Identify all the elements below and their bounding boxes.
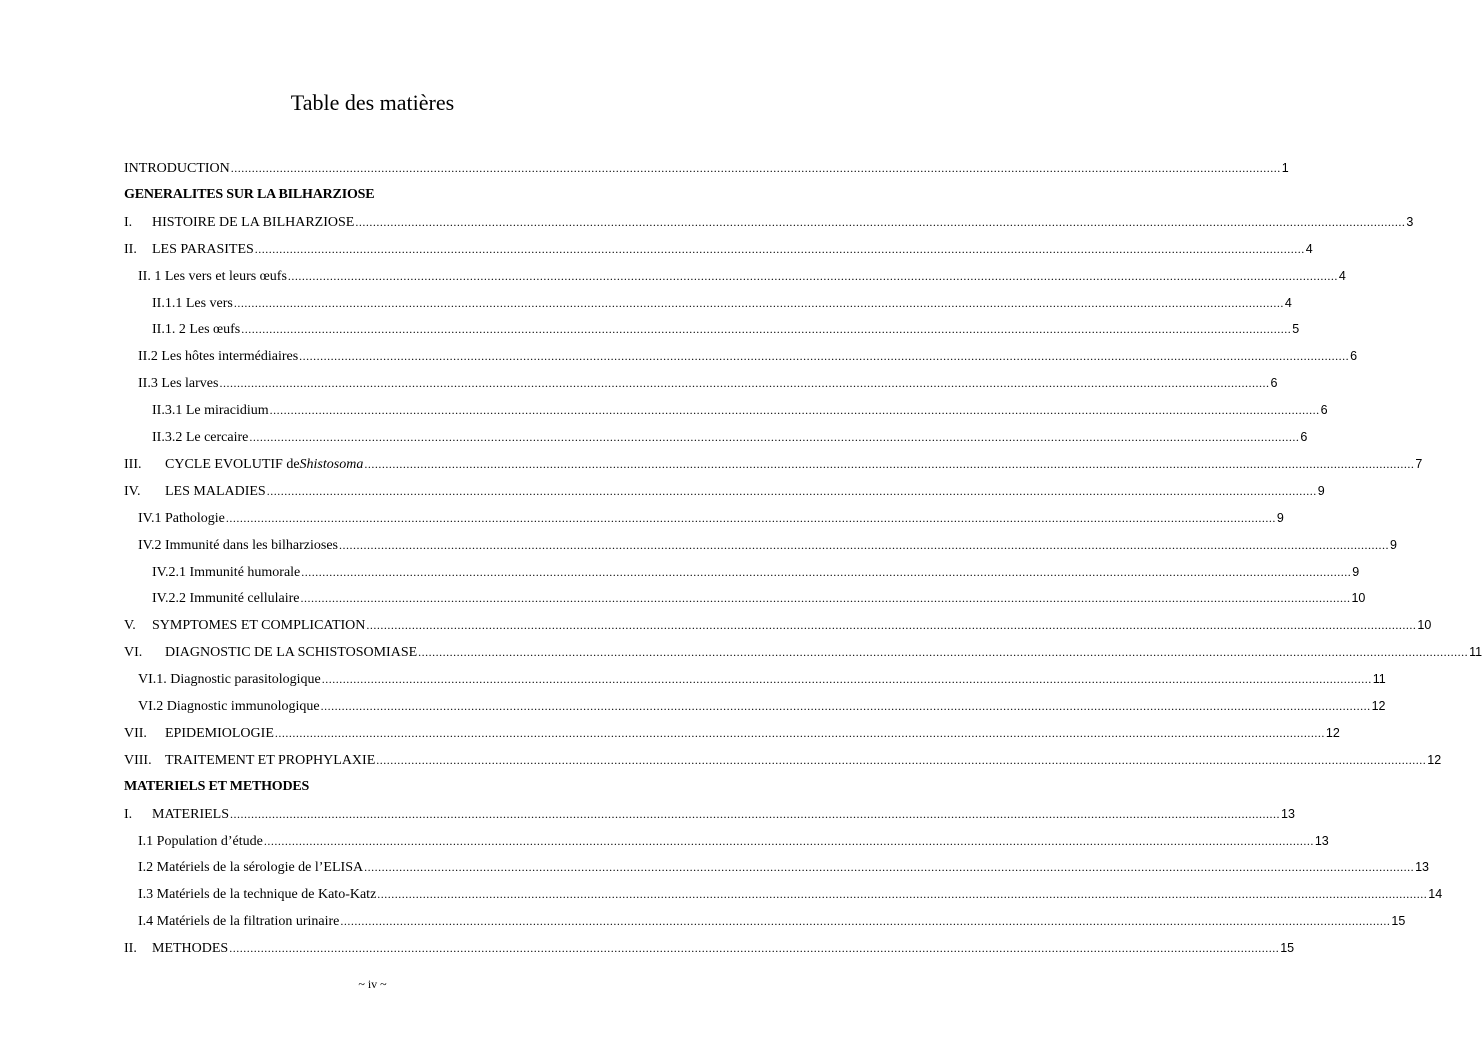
toc-entry[interactable] bbox=[138, 884, 1443, 904]
toc-entry[interactable] bbox=[124, 481, 1325, 501]
toc-entry-title: II. 1 Les vers et leurs œufs bbox=[138, 268, 287, 284]
toc-entry-title: IV.2.2 Immunité cellulaire bbox=[152, 591, 300, 607]
toc-entry-title: SYMPTOMES ET COMPLICATION bbox=[152, 618, 366, 634]
dot-leader: ............................................................................................................................................................................................................................................................................................................ bbox=[263, 833, 1314, 848]
toc-entry-page-number: 12 bbox=[1427, 752, 1442, 767]
dot-leader: ............................................................................................................................................................................................................................................................................................................ bbox=[287, 268, 1338, 283]
toc-entry-page-number: 15 bbox=[1280, 941, 1295, 956]
toc-entry-title: VI.1. Diagnostic parasitologique bbox=[138, 672, 321, 688]
toc-section-heading[interactable] bbox=[124, 777, 691, 797]
toc-entry[interactable] bbox=[152, 293, 1292, 313]
dot-leader: ............................................................................................................................................................................................................................................................................................................ bbox=[364, 860, 1415, 875]
dot-leader: ............................................................................................................................................................................................................................................................................................................ bbox=[230, 161, 1281, 175]
toc-entry[interactable] bbox=[124, 804, 1295, 824]
toc-entry-title: LES PARASITES bbox=[152, 241, 254, 257]
toc-entry-title: II.3.2 Le cercaire bbox=[152, 430, 249, 445]
toc-entry-page-number: 4 bbox=[1338, 268, 1346, 283]
toc-entry-page-number: 11 bbox=[1469, 645, 1482, 660]
toc-entry[interactable] bbox=[138, 373, 1278, 393]
page-number-footer: ~ iv ~ bbox=[358, 977, 387, 991]
dot-leader: ............................................................................................................................................................................................................................................................................................................ bbox=[300, 591, 1351, 606]
toc-entry-title: CYCLE EVOLUTIF de bbox=[165, 456, 300, 472]
toc-entry[interactable] bbox=[138, 535, 1397, 555]
toc-entry-title: I.1 Population d’étude bbox=[138, 833, 263, 849]
toc-entry-page-number: 6 bbox=[1270, 376, 1278, 391]
toc-entry-page-number: 11 bbox=[1372, 672, 1386, 687]
toc-entry-page-number: 3 bbox=[1406, 214, 1414, 229]
toc-entry-title: GENERALITES SUR LA BILHARZIOSE bbox=[124, 186, 375, 202]
page-title: Table des matières bbox=[290, 90, 455, 115]
toc-entry-page-number: 15 bbox=[1391, 914, 1406, 929]
toc-entry-title: MATERIELS ET METHODES bbox=[124, 778, 310, 794]
dot-leader: ............................................................................................................................................................................................................................................................................................................ bbox=[301, 564, 1352, 579]
dot-leader: ............................................................................................................................................................................................................................................................................................................ bbox=[355, 214, 1406, 229]
toc-entry-number: VI. bbox=[124, 645, 143, 661]
toc-entry-page-number: 4 bbox=[1305, 241, 1313, 256]
dot-leader: ............................................................................................................................................................................................................................................................................................................ bbox=[299, 349, 1350, 364]
toc-entry-title: EPIDEMIOLOGIE bbox=[165, 725, 274, 741]
toc-entry-page-number: 6 bbox=[1320, 403, 1328, 418]
dot-leader: ............................................................................................................................................................................................................................................................................................................ bbox=[225, 510, 1276, 525]
toc-entry-title-italic: Shistosoma bbox=[299, 456, 364, 472]
toc-entry-title: II.3 Les larves bbox=[138, 376, 219, 392]
dot-leader: ............................................................................................................................................................................................................................................................................................................ bbox=[339, 537, 1389, 552]
toc-entry-number: I. bbox=[124, 214, 133, 230]
toc-entry-number: IV. bbox=[124, 483, 141, 499]
toc-entry-number: II. bbox=[124, 241, 137, 257]
toc-entry-page-number: 1 bbox=[1281, 161, 1289, 175]
dot-leader: ............................................................................................................................................................................................................................................................................................................ bbox=[233, 295, 1284, 310]
toc-entry-title: MATERIELS bbox=[152, 806, 229, 822]
toc-entry-title: METHODES bbox=[152, 941, 229, 957]
dot-leader: ............................................................................................................................................................................................................................................................................................................ bbox=[418, 645, 1469, 660]
toc-entry[interactable] bbox=[152, 588, 1366, 608]
toc-entry-page-number: 9 bbox=[1276, 510, 1284, 525]
toc-entry-title: LES MALADIES bbox=[165, 483, 266, 499]
toc-entry-page-number: 13 bbox=[1314, 833, 1329, 848]
dot-leader: ............................................................................................................................................................................................................................................................................................................ bbox=[219, 376, 1270, 391]
dot-leader: ............................................................................................................................................................................................................................................................................................................ bbox=[364, 456, 1415, 471]
toc-entry[interactable] bbox=[124, 454, 1423, 474]
toc-section-heading[interactable] bbox=[124, 185, 691, 205]
toc-entry[interactable] bbox=[124, 723, 1340, 743]
dot-leader: ............................................................................................................................................................................................................................................................................................................ bbox=[229, 941, 1280, 956]
dot-leader: ............................................................................................................................................................................................................................................................................................................ bbox=[340, 914, 1391, 929]
toc-entry-page-number: 7 bbox=[1415, 456, 1423, 471]
dot-leader: ............................................................................................................................................................................................................................................................................................................ bbox=[249, 430, 1300, 444]
toc-entry-page-number: 6 bbox=[1300, 430, 1308, 444]
toc-entry-title: II.1.1 Les vers bbox=[152, 295, 233, 311]
dot-leader: ............................................................................................................................................................................................................................................................................................................ bbox=[241, 322, 1292, 337]
toc-entry-page-number: 12 bbox=[1371, 699, 1386, 713]
dot-leader: ............................................................................................................................................................................................................................................................................................................ bbox=[269, 403, 1320, 418]
toc-entry-number: III. bbox=[124, 456, 142, 472]
toc-entry-title: TRAITEMENT ET PROPHYLAXIE bbox=[165, 752, 376, 768]
toc-entry-page-number: 13 bbox=[1415, 860, 1429, 875]
toc-entry[interactable] bbox=[124, 642, 1482, 662]
toc-entry[interactable] bbox=[152, 427, 1308, 447]
dot-leader: ............................................................................................................................................................................................................................................................................................................ bbox=[320, 699, 1371, 713]
toc-entry[interactable] bbox=[138, 346, 1358, 366]
toc-entry[interactable] bbox=[124, 750, 1442, 770]
toc-entry-page-number: 10 bbox=[1351, 591, 1366, 606]
dot-leader: ............................................................................................................................................................................................................................................................................................................ bbox=[366, 618, 1417, 633]
toc-entry-title: II.3.1 Le miracidium bbox=[152, 403, 269, 419]
toc-entry[interactable] bbox=[138, 831, 1329, 851]
toc-entry-title: HISTOIRE DE LA BILHARZIOSE bbox=[152, 214, 355, 230]
toc-entry-title: INTRODUCTION bbox=[124, 161, 230, 176]
toc-entry-title: I.4 Matériels de la filtration urinaire bbox=[138, 914, 340, 930]
toc-entry-title: DIAGNOSTIC DE LA SCHISTOSOMIASE bbox=[165, 645, 418, 661]
toc-entry[interactable] bbox=[138, 669, 1386, 689]
toc-entry[interactable] bbox=[124, 158, 1289, 178]
dot-leader: ............................................................................................................................................................................................................................................................................................................ bbox=[266, 483, 1317, 498]
toc-entry-page-number: 9 bbox=[1352, 564, 1360, 579]
toc-entry[interactable] bbox=[124, 239, 1313, 259]
toc-entry-page-number: 12 bbox=[1325, 725, 1340, 740]
toc-entry-page-number: 6 bbox=[1350, 349, 1358, 364]
dot-leader: ............................................................................................................................................................................................................................................................................................................ bbox=[376, 752, 1427, 767]
toc-entry-title: IV.2 Immunité dans les bilharzioses bbox=[138, 537, 338, 553]
toc-entry-page-number: 5 bbox=[1292, 322, 1300, 337]
toc-entry-page-number: 4 bbox=[1284, 295, 1292, 310]
toc-entry[interactable] bbox=[138, 266, 1346, 286]
toc-entry-page-number: 9 bbox=[1317, 483, 1325, 498]
toc-entry-title: II.1. 2 Les œufs bbox=[152, 322, 241, 338]
toc-entry-number: II. bbox=[124, 941, 137, 957]
toc-entry-number: V. bbox=[124, 618, 136, 634]
toc-entry[interactable] bbox=[138, 911, 1406, 931]
toc-entry-title: IV.1 Pathologie bbox=[138, 510, 225, 526]
dot-leader: ............................................................................................................................................................................................................................................................................................................ bbox=[377, 887, 1428, 902]
toc-entry-page-number: 14 bbox=[1428, 887, 1443, 902]
toc-entry[interactable] bbox=[124, 615, 1432, 635]
toc-entry-title: I.3 Matériels de la technique de Kato-Katz bbox=[138, 887, 377, 903]
toc-entry-number: I. bbox=[124, 806, 133, 822]
dot-leader: ............................................................................................................................................................................................................................................................................................................ bbox=[254, 241, 1305, 256]
toc-entry-page-number: 9 bbox=[1390, 537, 1397, 552]
toc-entry[interactable] bbox=[152, 400, 1328, 420]
toc-entry[interactable] bbox=[138, 696, 1386, 716]
toc-entry[interactable] bbox=[152, 319, 1300, 339]
toc-entry[interactable] bbox=[138, 857, 1429, 877]
dot-leader: ............................................................................................................................................................................................................................................................................................................ bbox=[230, 806, 1280, 821]
toc-entry-page-number: 13 bbox=[1281, 806, 1295, 821]
dot-leader: ............................................................................................................................................................................................................................................................................................................ bbox=[274, 725, 1325, 740]
toc-entry-title: VI.2 Diagnostic immunologique bbox=[138, 699, 320, 714]
toc-entry[interactable] bbox=[124, 212, 1414, 232]
toc-entry-title: IV.2.1 Immunité humorale bbox=[152, 564, 301, 580]
toc-entry-title: I.2 Matériels de la sérologie de l’ELISA bbox=[138, 860, 364, 876]
toc-entry-number: VII. bbox=[124, 725, 147, 741]
dot-leader: ............................................................................................................................................................................................................................................................................................................ bbox=[321, 672, 1372, 687]
toc-entry[interactable] bbox=[124, 938, 1295, 958]
toc-entry-title: II.2 Les hôtes intermédiaires bbox=[138, 349, 299, 365]
toc-entry-page-number: 10 bbox=[1417, 618, 1432, 633]
toc-entry-number: VIII. bbox=[124, 752, 152, 768]
toc-entry[interactable] bbox=[152, 562, 1360, 582]
toc-entry[interactable] bbox=[138, 508, 1284, 528]
